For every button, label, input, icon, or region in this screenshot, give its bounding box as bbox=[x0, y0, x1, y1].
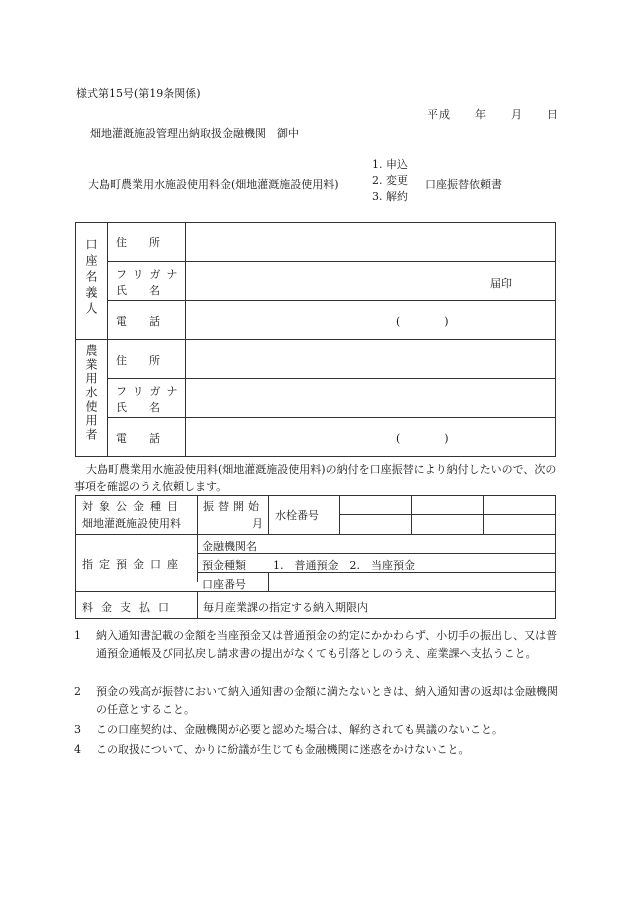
hydrant-number-cell-3[interactable] bbox=[484, 496, 555, 514]
holder-name-label: 氏 名 bbox=[116, 284, 160, 297]
deposit-type-label: 預金種類 bbox=[202, 559, 246, 572]
user-phone-parentheses: ( ) bbox=[396, 432, 449, 445]
holder-address-label: 住 所 bbox=[116, 236, 160, 249]
account-number-label: 口座番号 bbox=[202, 578, 246, 591]
user-name-field[interactable] bbox=[186, 379, 555, 417]
hydrant-number-cell-1[interactable] bbox=[340, 496, 411, 514]
holder-phone-label: 電 話 bbox=[116, 315, 160, 328]
user-name-label: 氏 名 bbox=[116, 401, 160, 414]
account-holder-group-label: 口座名義人 bbox=[84, 238, 98, 318]
holder-phone-field[interactable] bbox=[186, 301, 555, 339]
date-line: 平成 年 月 日 bbox=[427, 108, 559, 121]
note-4-text: この取扱について、かりに紛議が生じても金融機関に迷惑をかけないこと。 bbox=[96, 743, 470, 756]
holder-furigana-label: フリガナ bbox=[116, 268, 184, 281]
note-3 bbox=[74, 721, 560, 739]
transfer-start-month-label: 月 bbox=[252, 517, 263, 530]
note-2 bbox=[74, 683, 560, 719]
note-1 bbox=[74, 627, 560, 663]
document-title: 口座振替依頼書 bbox=[425, 178, 502, 191]
bank-name-field[interactable] bbox=[269, 536, 555, 553]
form-number: 様式第15号(第19条関係) bbox=[76, 87, 201, 100]
target-item-label-text: 対象公金種目 bbox=[82, 500, 184, 513]
holder-phone-parentheses: ( ) bbox=[396, 315, 449, 328]
payment-deadline-label: 料金支払口 bbox=[82, 601, 177, 614]
target-item-value: 畑地灌漑施設使用料 bbox=[82, 517, 181, 530]
user-phone-label: 電 話 bbox=[116, 432, 160, 445]
water-user-group-label: 農業用水使用者 bbox=[84, 344, 98, 442]
hydrant-number-label: 水栓番号 bbox=[275, 509, 319, 522]
user-furigana-label: フリガナ bbox=[116, 385, 184, 398]
note-3-number: 3 bbox=[74, 723, 81, 736]
options-list bbox=[372, 157, 408, 205]
designated-account-label: 指定預金口座 bbox=[82, 558, 184, 571]
user-address-label: 住 所 bbox=[116, 354, 160, 367]
intro-paragraph: 大島町農業用水施設使用料(畑地灌漑施設使用料)の納付を口座振替により納付したいので、次の事項を確認のうえ依頼します。 bbox=[74, 463, 557, 493]
account-number-field[interactable] bbox=[269, 574, 555, 591]
option-apply: 1. 申込 bbox=[372, 158, 408, 171]
transfer-start-label: 振替開始 bbox=[203, 500, 263, 513]
hydrant-number-cell-2[interactable] bbox=[412, 496, 483, 514]
note-2-number: 2 bbox=[74, 685, 81, 698]
note-1-number: 1 bbox=[74, 629, 81, 642]
recipient: 畑地灌漑施設管理出納取扱金融機関 御中 bbox=[90, 127, 299, 140]
note-4 bbox=[74, 741, 560, 759]
user-phone-field[interactable] bbox=[186, 418, 555, 456]
option-change: 2. 変更 bbox=[372, 174, 408, 187]
fee-name: 大島町農業用水施設使用料金(畑地灌漑施設使用料) bbox=[88, 178, 339, 191]
deposit-type-options[interactable]: 1. 普通預金 2. 当座預金 bbox=[273, 559, 415, 572]
user-address-field[interactable] bbox=[186, 340, 555, 378]
note-2-text: 預金の残高が振替において納入通知書の金額に満たないときは、納入通知書の返却は金融機関の任意とすること。 bbox=[96, 685, 558, 716]
note-3-text: この口座契約は、金融機関が必要と認めた場合は、解約されても異議のないこと。 bbox=[96, 723, 503, 736]
payment-deadline-value: 毎月産業課の指定する納入期限内 bbox=[203, 601, 368, 614]
option-cancel: 3. 解約 bbox=[372, 190, 408, 203]
registered-seal-label: 届印 bbox=[490, 277, 512, 290]
target-item-label bbox=[82, 498, 190, 514]
holder-address-field[interactable] bbox=[186, 223, 555, 261]
note-1-text: 納入通知書記載の金額を当座預金又は普通預金の約定にかかわらず、小切手の振出し、又は普通預金通帳及び同払戻し請求書の提出がなくても引落としのうえ、産業課へ支払うこと。 bbox=[96, 629, 558, 660]
note-4-number: 4 bbox=[74, 743, 81, 756]
bank-name-label: 金融機関名 bbox=[202, 540, 257, 553]
